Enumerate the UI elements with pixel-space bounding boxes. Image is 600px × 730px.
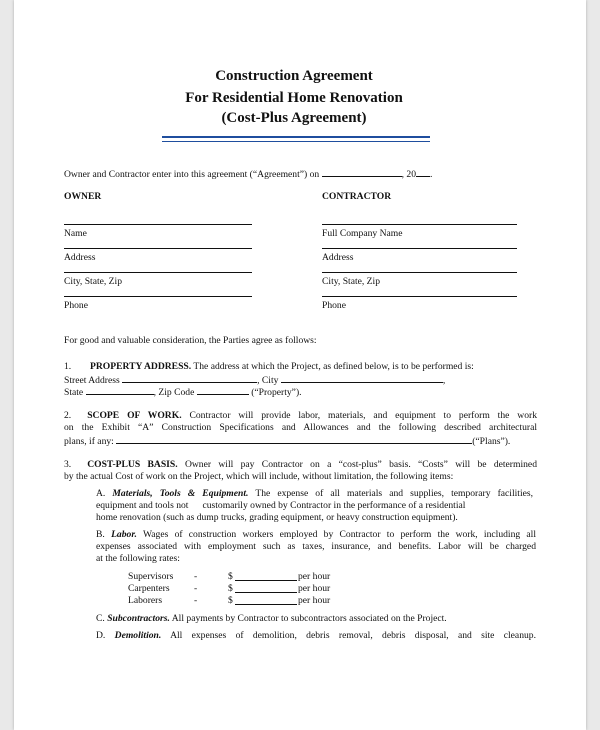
owner-field-name: Name xyxy=(64,228,87,239)
city-label: , City xyxy=(257,375,279,386)
consideration-text: For good and valuable consideration, the Parties agree as follows: xyxy=(64,335,317,346)
contractor-field-phone: Phone xyxy=(322,300,346,311)
section-2-number: 2. xyxy=(64,410,72,421)
contractor-city-line[interactable] xyxy=(322,272,517,273)
section-1-line xyxy=(64,361,474,373)
rate-carpenters-currency: $ xyxy=(228,583,233,594)
owner-field-phone: Phone xyxy=(64,300,88,311)
title-line-1: Construction Agreement xyxy=(215,68,373,84)
title-underline-2 xyxy=(162,141,430,142)
intro-year-suffix: . xyxy=(430,169,433,180)
state-label: State xyxy=(64,387,84,398)
owner-address-line[interactable] xyxy=(64,248,252,249)
section-2-line-3 xyxy=(64,434,510,448)
item-a-text-2a: equipment and tools not xyxy=(96,500,189,511)
contractor-name-line[interactable] xyxy=(322,224,517,225)
rate-carpenters-dash: - xyxy=(194,583,198,594)
item-c-text: All payments by Contractor to subcontractors associated on the Project. xyxy=(171,613,447,624)
item-b-label: B. xyxy=(96,529,105,540)
intro-text: Owner and Contractor enter into this agreement (“Agreement”) on xyxy=(64,169,320,180)
section-2-text-1: Contractor will provide labor, materials, and equipment to perform the work xyxy=(189,410,537,421)
item-b-title: Labor. xyxy=(111,529,137,540)
section-3-number: 3. xyxy=(64,459,72,470)
owner-name-line[interactable] xyxy=(64,224,252,225)
rate-supervisors-dash: - xyxy=(194,571,198,582)
property-label: (“Property”). xyxy=(251,387,302,398)
item-a-label: A. xyxy=(96,488,106,499)
owner-field-address: Address xyxy=(64,252,96,263)
title-underline-1 xyxy=(162,136,430,138)
title-line-3: (Cost-Plus Agreement) xyxy=(221,110,367,126)
agreement-year-field[interactable] xyxy=(416,167,430,177)
contractor-field-address: Address xyxy=(322,252,354,263)
plans-field[interactable] xyxy=(116,434,472,444)
section-2-heading: SCOPE OF WORK. xyxy=(87,410,182,421)
street-label: Street Address xyxy=(64,375,120,386)
contractor-field-name: Full Company Name xyxy=(322,228,403,239)
section-1-street-line: Street Address , City , xyxy=(64,375,446,386)
agreement-date-field[interactable] xyxy=(322,167,402,177)
owner-phone-line[interactable] xyxy=(64,296,252,297)
section-1-state-line xyxy=(64,385,302,399)
zip-field[interactable] xyxy=(197,385,249,395)
item-a-line-2 xyxy=(96,500,465,512)
rate-laborers-currency: $ xyxy=(228,595,233,606)
item-a-text-2b: customarily owned by Contractor in the performance of a residential xyxy=(202,500,466,511)
intro-year-prefix: , 20 xyxy=(401,169,416,180)
contractor-phone-line[interactable] xyxy=(322,296,517,297)
item-d-title: Demolition. xyxy=(114,630,162,641)
rate-supervisors-role: Supervisors xyxy=(128,571,174,582)
rate-supervisors-unit: per hour xyxy=(298,571,331,582)
city-field[interactable] xyxy=(281,373,443,383)
item-a-title: Materials, Tools & Equipment. xyxy=(112,488,249,499)
item-b-text-1: Wages of construction workers employed by Contractor to perform the work, including all xyxy=(143,529,536,540)
item-d-label: D. xyxy=(96,630,106,641)
item-b-line-1 xyxy=(96,529,536,541)
item-a-text-1: The expense of all materials and supplies, temporary facilities, xyxy=(255,488,533,499)
state-field[interactable] xyxy=(86,385,154,395)
rate-laborers-unit: per hour xyxy=(298,595,331,606)
section-2-line-2: on the Exhibit “A” Construction Specifications and Allowances and the following described architectural xyxy=(64,422,537,433)
section-3-text-1: Owner will pay Contractor on a “cost-plus” basis. “Costs” will be determined xyxy=(184,459,537,470)
plans-suffix: (“Plans”). xyxy=(472,436,511,447)
item-c-line xyxy=(96,613,447,625)
title-line-2: For Residential Home Renovation xyxy=(185,90,403,106)
plans-label: plans, if any: xyxy=(64,436,114,447)
owner-city-line[interactable] xyxy=(64,272,252,273)
item-c-label: C. xyxy=(96,613,105,624)
rate-supervisors-field[interactable] xyxy=(235,580,297,581)
section-1-heading: PROPERTY ADDRESS. xyxy=(90,361,192,372)
rate-carpenters-role: Carpenters xyxy=(128,583,170,594)
item-b-line-3: at the following rates: xyxy=(96,553,180,564)
intro-line xyxy=(64,167,432,181)
item-b-line-2: expenses associated with employment such as taxes, insurance, and benefits. Labor will be charged xyxy=(96,541,536,552)
owner-field-city: City, State, Zip xyxy=(64,276,123,287)
item-a-line-3: home renovation (such as dump trucks, grading equipment, or heavy construction equipment). xyxy=(96,512,458,523)
item-d-text: All expenses of demolition, debris removal, debris disposal, and site cleanup. xyxy=(170,630,536,641)
rate-carpenters-unit: per hour xyxy=(298,583,331,594)
section-3-heading: COST-PLUS BASIS. xyxy=(87,459,178,470)
section-1-text: The address at which the Project, as defined below, is to be performed is: xyxy=(193,361,474,372)
rate-laborers-dash: - xyxy=(194,595,198,606)
rate-laborers-field[interactable] xyxy=(235,604,297,605)
zip-label: , Zip Code xyxy=(153,387,195,398)
section-3-line-2: by the actual Cost of work on the Project, which will include, without limitation, the following items: xyxy=(64,471,454,482)
owner-heading: OWNER xyxy=(64,191,102,202)
section-1-number: 1. xyxy=(64,361,72,372)
document-page xyxy=(14,0,586,730)
street-address-field[interactable] xyxy=(122,373,257,383)
rate-laborers-role: Laborers xyxy=(128,595,163,606)
section-3-line-1 xyxy=(64,459,537,471)
rate-supervisors-currency: $ xyxy=(228,571,233,582)
item-d-line xyxy=(96,630,536,642)
contractor-field-city: City, State, Zip xyxy=(322,276,381,287)
item-a-line-1 xyxy=(96,488,533,500)
contractor-address-line[interactable] xyxy=(322,248,517,249)
item-c-title: Subcontractors. xyxy=(107,613,170,624)
rate-carpenters-field[interactable] xyxy=(235,592,297,593)
section-2-line-1 xyxy=(64,410,537,422)
contractor-heading: CONTRACTOR xyxy=(322,191,392,202)
